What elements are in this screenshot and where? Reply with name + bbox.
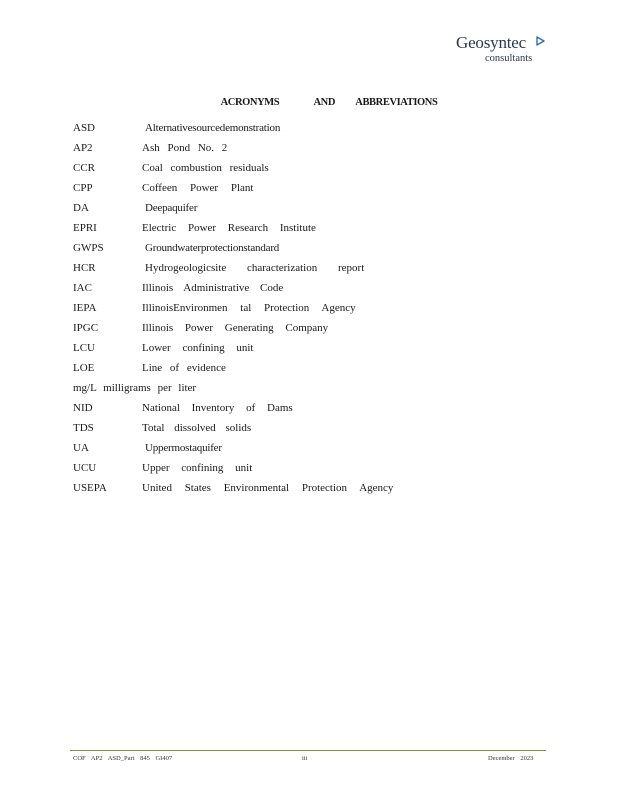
acronym-definition: Coffeen Power Plant — [142, 182, 254, 194]
acronym-abbr: GWPS — [73, 242, 104, 254]
acronym-abbr: HCR — [73, 262, 96, 274]
footer-date: December 2023 — [488, 755, 534, 762]
footer-page-number: iii — [302, 755, 308, 762]
acronym-abbr: TDS — [73, 422, 94, 434]
acronym-row-da — [73, 200, 543, 220]
acronym-definition: Coal combustion residuals — [142, 162, 269, 174]
acronym-abbr: ASD — [73, 122, 96, 134]
title-part-and: AND — [313, 97, 336, 108]
acronym-abbr: LCU — [73, 342, 95, 354]
acronym-definition: Upper confining unit — [142, 462, 253, 474]
acronym-abbr: IEPA — [73, 302, 97, 314]
acronym-row-iac — [73, 280, 543, 300]
geosyntec-logo — [456, 33, 556, 69]
acronym-abbr: CCR — [73, 162, 96, 174]
logo-subtitle: consultants — [485, 53, 533, 64]
acronym-definition: Groundwaterprotectionstandard — [145, 242, 280, 254]
acronym-definition: Line of evidence — [142, 362, 226, 374]
acronym-row-gwps — [73, 240, 543, 260]
title-part-acronyms: ACRONYMS — [220, 97, 280, 108]
footer-document-id: COF AP2 ASD_Part 845 GI407 — [73, 755, 173, 762]
acronym-row-usepa — [73, 480, 543, 500]
acronym-definition: Illinois Administrative Code — [142, 282, 284, 294]
acronym-row-ipgc — [73, 320, 543, 340]
acronym-definition: Uppermostaquifer — [145, 442, 222, 454]
acronym-abbr: mg/L milligrams per liter — [73, 382, 197, 394]
acronym-definition: United States Environmental Protection Agency — [142, 482, 394, 494]
acronym-definition: Electric Power Research Institute — [142, 222, 316, 234]
acronym-row-asd — [73, 120, 543, 140]
acronym-list — [73, 120, 543, 500]
acronym-row-epri — [73, 220, 543, 240]
logo-triangle-icon — [536, 36, 545, 46]
acronym-row-ccr — [73, 160, 543, 180]
page-title — [0, 97, 618, 108]
acronym-abbr: USEPA — [73, 482, 107, 494]
acronym-abbr: IPGC — [73, 322, 99, 334]
acronym-definition: Illinois Power Generating Company — [142, 322, 329, 334]
acronym-abbr: LOE — [73, 362, 95, 374]
acronym-definition: IllinoisEnvironmen tal Protection Agency — [142, 302, 356, 314]
acronym-abbr: CPP — [73, 182, 93, 194]
acronym-abbr: EPRI — [73, 222, 97, 234]
acronym-row-mgl — [73, 380, 543, 400]
title-part-abbreviations: ABBREVIATIONS — [355, 97, 438, 108]
acronym-abbr: UCU — [73, 462, 97, 474]
acronym-row-iepa — [73, 300, 543, 320]
acronym-definition: Ash Pond No. 2 — [142, 142, 228, 154]
acronym-row-nid — [73, 400, 543, 420]
acronym-row-cpp — [73, 180, 543, 200]
footer-divider — [70, 750, 546, 751]
acronym-definition: Deepaquifer — [145, 202, 198, 214]
acronym-abbr: NID — [73, 402, 93, 414]
acronym-row-ucu — [73, 460, 543, 480]
acronym-abbr: AP2 — [73, 142, 93, 154]
acronym-row-hcr — [73, 260, 543, 280]
acronym-definition: Total dissolved solids — [142, 422, 252, 434]
acronym-definition: National Inventory of Dams — [142, 402, 293, 414]
acronym-abbr: DA — [73, 202, 89, 214]
acronym-row-ap2 — [73, 140, 543, 160]
acronym-row-lcu — [73, 340, 543, 360]
acronym-definition: Alternativesourcedemonstration — [145, 122, 281, 134]
acronym-abbr: UA — [73, 442, 89, 454]
acronym-definition: Lower confining unit — [142, 342, 254, 354]
acronym-row-tds — [73, 420, 543, 440]
acronym-row-ua — [73, 440, 543, 460]
acronym-definition: Hydrogeologicsite characterization report — [145, 262, 365, 274]
acronym-row-loe — [73, 360, 543, 380]
logo-name: Geosyntec — [456, 33, 526, 52]
acronym-abbr: IAC — [73, 282, 92, 294]
